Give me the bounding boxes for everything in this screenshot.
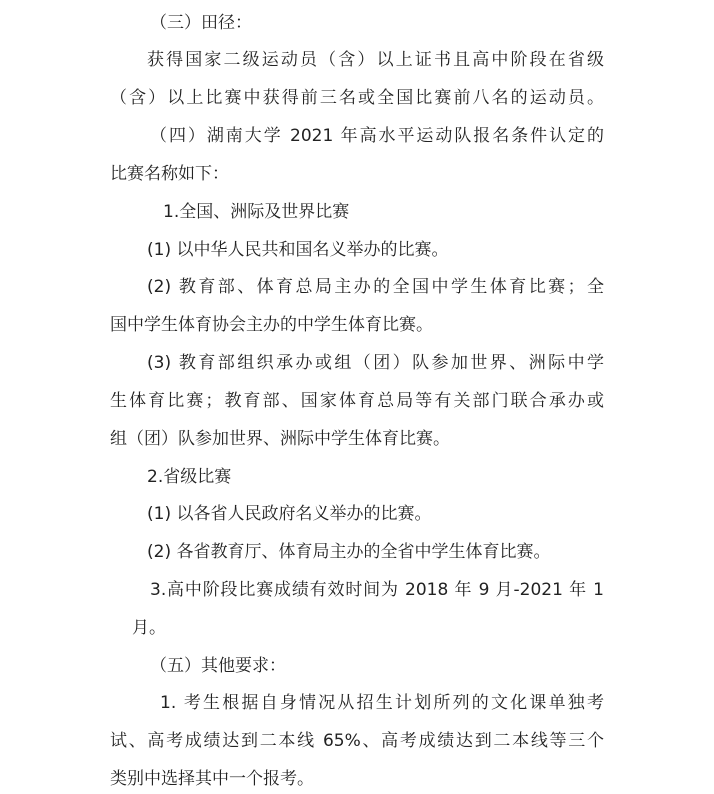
paragraph-line: 试、高考成绩达到二本线 65%、高考成绩达到二本线等三个 (110, 731, 604, 751)
list-item: 1. 考生根据自身情况从招生计划所列的文化课单独考 (160, 693, 604, 713)
list-item: (1) 以中华人民共和国名义举办的比赛。 (147, 240, 449, 260)
heading-other-requirements: （五）其他要求： (150, 656, 286, 676)
list-item: (2) 教育部、体育总局主办的全国中学生体育比赛；全 (147, 277, 604, 297)
list-item: (2) 各省教育厅、体育局主办的全省中学生体育比赛。 (147, 542, 551, 562)
paragraph-line: 国中学生体育协会主办的中学生体育比赛。 (110, 315, 433, 335)
paragraph-validity-period: 3.高中阶段比赛成绩有效时间为 2018 年 9 月-2021 年 1 (150, 580, 604, 600)
paragraph-line: （含）以上比赛中获得前三名或全国比赛前八名的运动员。 (110, 88, 604, 108)
heading-competition-criteria: （四）湖南大学 2021 年高水平运动队报名条件认定的 (150, 126, 604, 146)
paragraph-line: 组（团）队参加世界、洲际中学生体育比赛。 (110, 429, 450, 449)
heading-athletics: （三）田径： (150, 13, 252, 33)
subheading-national: 1.全国、洲际及世界比赛 (163, 202, 350, 222)
paragraph-line: 生体育比赛；教育部、国家体育总局等有关部门联合承办或 (110, 391, 604, 411)
paragraph-line: 月。 (132, 618, 166, 638)
subheading-provincial: 2.省级比赛 (147, 467, 232, 487)
paragraph-line: 比赛名称如下： (110, 164, 229, 184)
paragraph-line: 类别中选择其中一个报考。 (110, 769, 314, 789)
list-item: (1) 以各省人民政府名义举办的比赛。 (147, 504, 432, 524)
paragraph-line: 获得国家二级运动员（含）以上证书且高中阶段在省级 (147, 50, 604, 70)
list-item: (3) 教育部组织承办或组（团）队参加世界、洲际中学 (147, 353, 604, 373)
